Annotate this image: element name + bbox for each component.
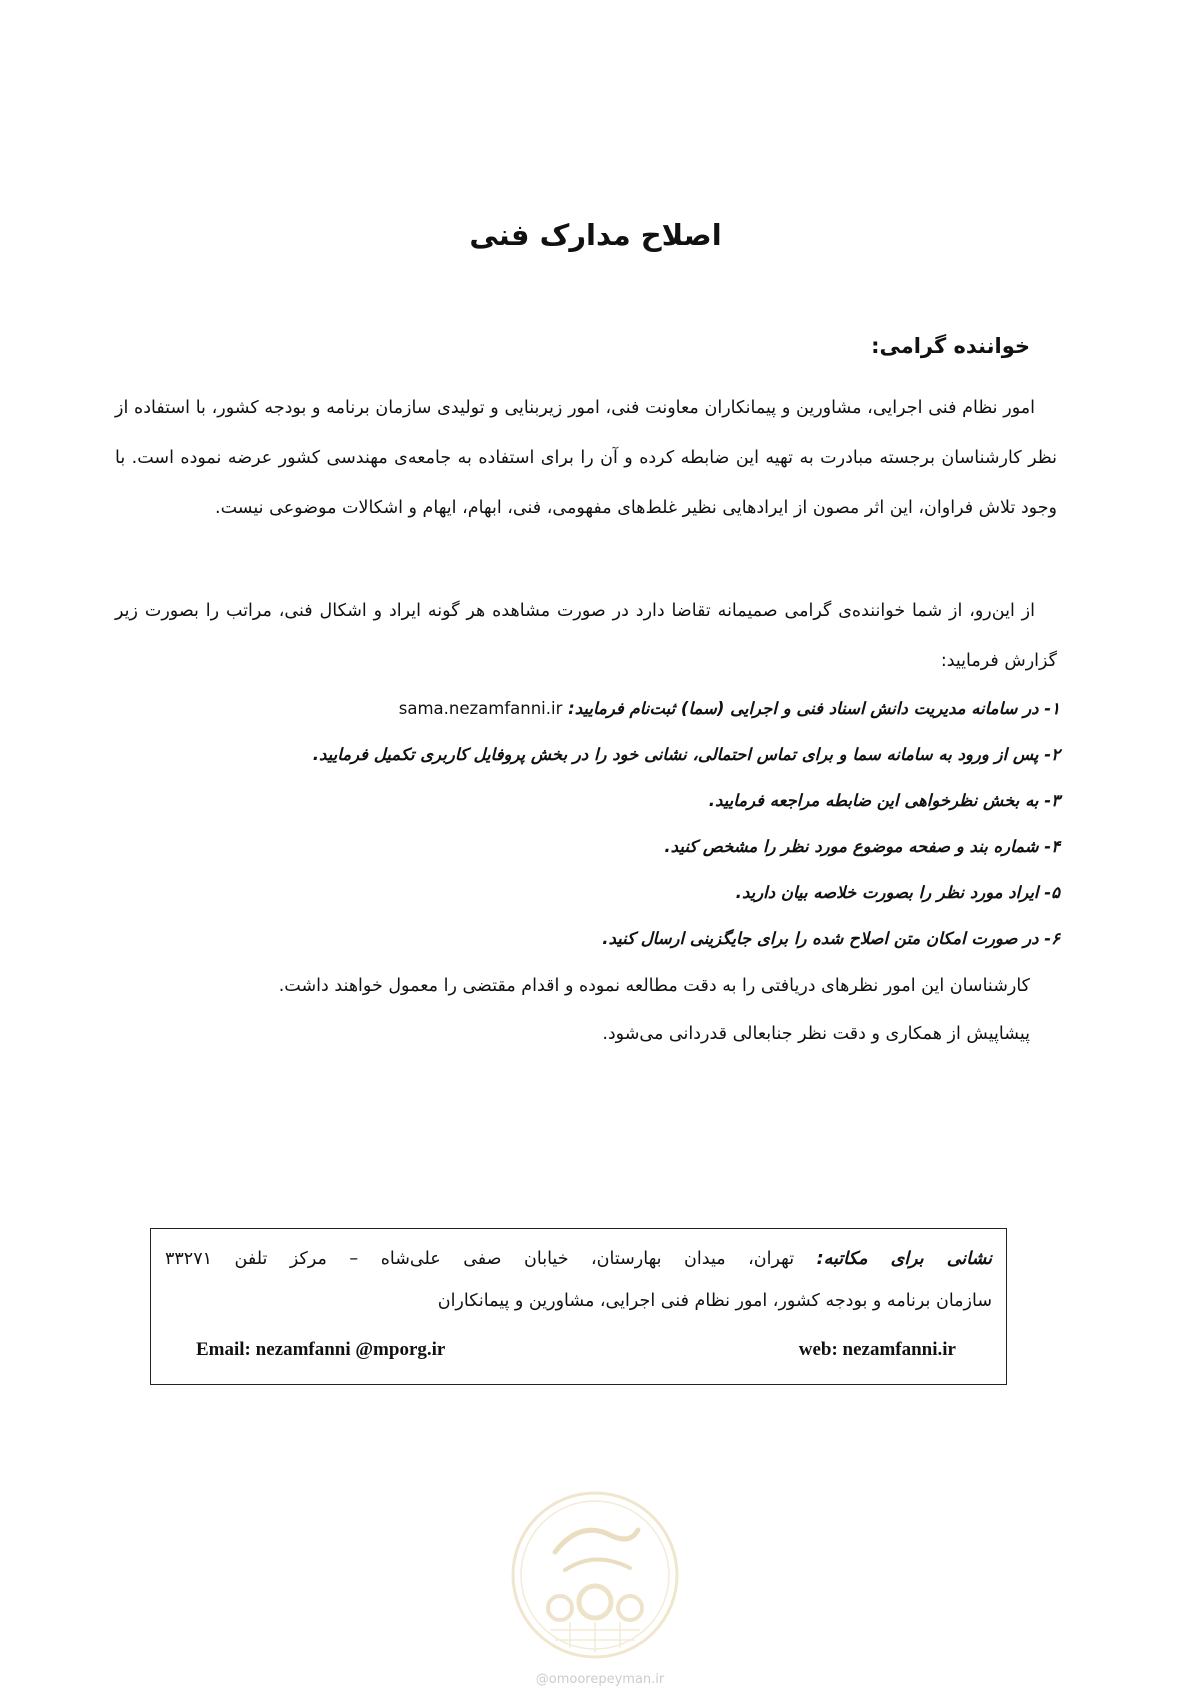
closing-text	[130, 962, 1030, 1058]
step-item	[140, 732, 1060, 778]
step-item	[140, 686, 1060, 732]
step-text: ۱- در سامانه مدیریت دانش اسناد فنی و اجرایی (سما) ثبت‌نام فرمایید:	[568, 699, 1060, 718]
greeting-heading: خواننده گرامی:	[871, 334, 1030, 358]
step-item	[140, 916, 1060, 962]
intro-paragraph: امور نظام فنی اجرایی، مشاورین و پیمانکاران معاونت فنی، امور زیربنایی و تولیدی سازمان برنامه و بودجه کشور، با استفاده از نظر کارشناسان برجسته مبادرت به تهیه این ضابطه کرده و آن را برای استفاده به جامعه‌ی مهندسی کشور عرضه نموده است. با وجود تلاش فراوان، این اثر مصون از ایرادهایی نظیر غلط‌های مفهومی، فنی، ابهام، ایهام و اشکالات موضوعی نیست.	[115, 398, 1057, 518]
closing-line: کارشناسان این امور نظرهای دریافتی را به دقت مطالعه نموده و اقدام مقتضی را معمول خواهند داشت.	[278, 976, 1030, 996]
contact-box	[150, 1228, 1007, 1385]
step-item	[140, 870, 1060, 916]
step-item	[140, 824, 1060, 870]
request-paragraph: از این‌رو، از شما خواننده‌ی گرامی صمیمانه تقاضا دارد در صورت مشاهده هر گونه ایراد و اشکال فنی، مراتب را بصورت زیر گزارش فرمایید:	[115, 601, 1057, 671]
contact-label: نشانی برای مکاتبه:	[816, 1249, 992, 1269]
closing-line: پیشاپیش از همکاری و دقت نظر جنابعالی قدردانی می‌شود.	[602, 1024, 1030, 1044]
watermark-site-text: @omoorepeyman.ir	[535, 1672, 665, 1687]
contact-address: تهران، میدان بهارستان، خیابان صفی علی‌شاه – مرکز تلفن ۳۳۲۷۱	[165, 1249, 795, 1269]
page-title: اصلاح مدارک فنی	[469, 218, 722, 252]
step-item	[140, 778, 1060, 824]
watermark-logo-icon	[510, 1490, 680, 1660]
step-text: ۲- پس از ورود به سامانه سما و برای تماس احتمالی، نشانی خود را در بخش پروفایل کاربری تکمیل فرمایید.	[312, 745, 1060, 764]
sama-link[interactable]: sama.nezamfanni.ir	[398, 699, 563, 718]
steps-list	[140, 686, 1060, 962]
step-text: ۳- به بخش نظرخواهی این ضابطه مراجعه فرمایید.	[708, 791, 1060, 810]
contact-web[interactable]: web: nezamfanni.ir	[798, 1339, 956, 1360]
contact-email[interactable]: Email: nezamfanni @mporg.ir	[196, 1339, 446, 1360]
step-text: ۶- در صورت امکان متن اصلاح شده را برای جایگزینی ارسال کنید.	[602, 929, 1060, 948]
step-text: ۴- شماره بند و صفحه موضوع مورد نظر را مشخص کنید.	[664, 837, 1060, 856]
contact-address-line	[165, 1249, 992, 1269]
contact-organization: سازمان برنامه و بودجه کشور، امور نظام فنی اجرایی، مشاورین و پیمانکاران	[437, 1291, 992, 1311]
step-text: ۵- ایراد مورد نظر را بصورت خلاصه بیان دارید.	[735, 883, 1060, 902]
